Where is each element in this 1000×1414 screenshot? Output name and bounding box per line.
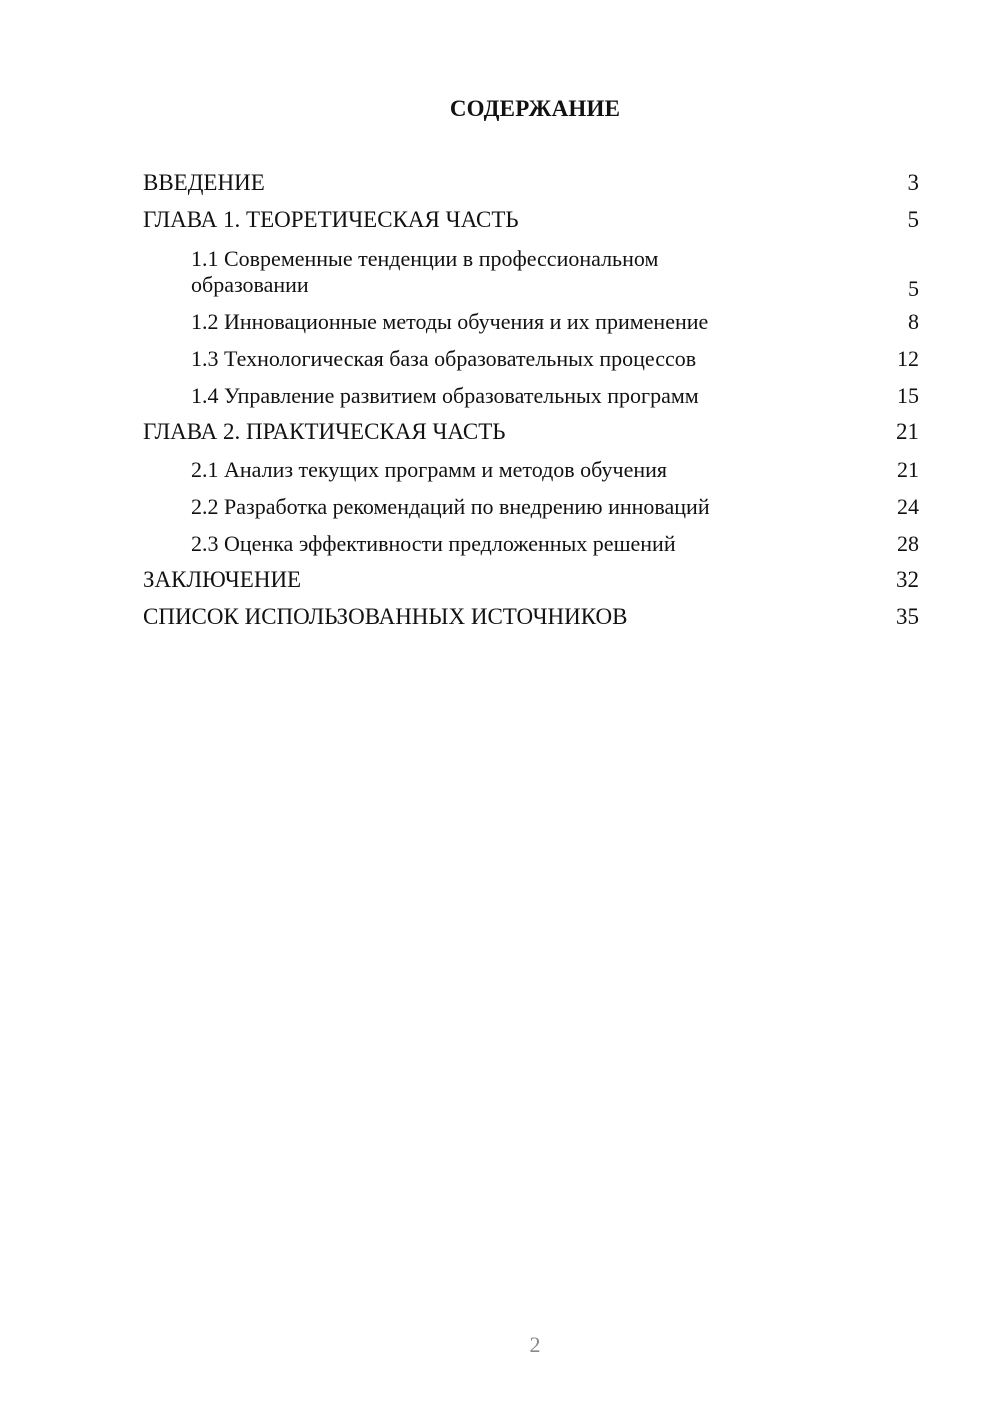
toc-entry-section-2-3[interactable] (143, 528, 919, 565)
toc-entry-references[interactable] (143, 602, 919, 639)
toc-entry-page: 8 (908, 309, 919, 334)
toc-entry-section-2-2[interactable] (143, 491, 919, 528)
toc-entry-section-1-3[interactable] (143, 343, 919, 380)
toc-entry-chapter-1[interactable] (143, 205, 919, 242)
toc-entry-page: 3 (907, 170, 919, 195)
toc-entry-section-1-4[interactable] (143, 380, 919, 417)
toc-entry-label: ГЛАВА 1. ТЕОРЕТИЧЕСКАЯ ЧАСТЬ (143, 207, 519, 232)
toc-entry-page: 15 (897, 383, 919, 408)
toc-entry-label: 2.3 Оценка эффективности предложенных решений (191, 531, 676, 556)
toc-entry-page: 32 (896, 567, 919, 592)
toc-entry-page: 21 (896, 419, 919, 444)
toc-entry-section-1-1[interactable] (143, 242, 919, 306)
toc-entry-page: 21 (897, 457, 919, 482)
toc-entry-label: 1.4 Управление развитием образовательных программ (191, 383, 699, 408)
toc-entry-label: ГЛАВА 2. ПРАКТИЧЕСКАЯ ЧАСТЬ (143, 419, 506, 444)
toc-entry-label: 2.2 Разработка рекомендаций по внедрению инноваций (191, 494, 710, 519)
toc-entry-conclusion[interactable] (143, 565, 919, 602)
toc-entry-chapter-2[interactable] (143, 417, 919, 454)
toc-entry-page: 35 (896, 604, 919, 629)
toc-entry-section-2-1[interactable] (143, 454, 919, 491)
toc-entry-section-1-2[interactable] (143, 306, 919, 343)
toc-entry-page: 24 (897, 494, 919, 519)
toc-entry-label: СПИСОК ИСПОЛЬЗОВАННЫХ ИСТОЧНИКОВ (143, 604, 628, 629)
toc-entry-label: 1.2 Инновационные методы обучения и их применение (191, 309, 709, 334)
page-title: СОДЕРЖАНИЕ (449, 96, 621, 121)
page-number: 2 (529, 1332, 541, 1357)
toc-entry-introduction[interactable] (143, 168, 919, 205)
toc-entry-page: 28 (897, 531, 919, 556)
toc-entry-label: ЗАКЛЮЧЕНИЕ (143, 567, 302, 592)
table-of-contents (143, 168, 919, 639)
toc-entry-label: 2.1 Анализ текущих программ и методов обучения (191, 457, 668, 482)
toc-entry-page: 5 (908, 276, 919, 301)
toc-entry-label: 1.3 Технологическая база образовательных процессов (191, 346, 697, 371)
toc-entry-label: ВВЕДЕНИЕ (143, 170, 265, 195)
toc-entry-page: 12 (897, 346, 919, 371)
toc-entry-label: 1.1 Современные тенденции в профессиональном образовании (191, 246, 659, 297)
toc-entry-page: 5 (907, 207, 919, 232)
